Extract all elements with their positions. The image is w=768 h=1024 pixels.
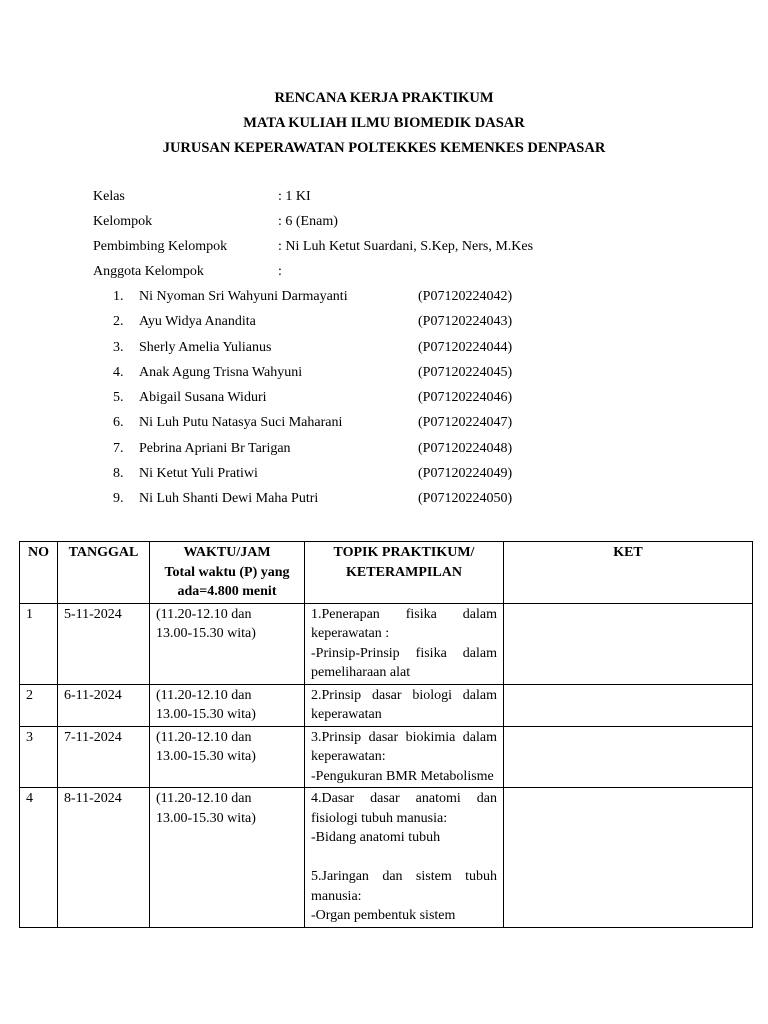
info-label: Pembimbing Kelompok bbox=[93, 239, 228, 254]
table-row bbox=[20, 788, 753, 928]
list-item bbox=[113, 337, 512, 362]
member-number: 3. bbox=[113, 339, 124, 355]
cell-text: 13.00-15.30 wita) bbox=[156, 810, 256, 826]
info-row-kelompok bbox=[93, 211, 533, 236]
group-info bbox=[93, 186, 533, 286]
cell-spacer bbox=[311, 848, 497, 868]
member-nim: (P07120224048) bbox=[418, 440, 513, 456]
list-item bbox=[113, 311, 512, 336]
cell-text: (11.20-12.10 dan bbox=[156, 606, 252, 622]
member-name: Pebrina Apriani Br Tarigan bbox=[139, 440, 291, 456]
member-nim: (P07120224042) bbox=[418, 289, 513, 304]
list-item bbox=[113, 463, 512, 488]
cell-text: -Prinsip-Prinsip fisika dalam pemeliharaan alat bbox=[311, 645, 497, 680]
info-value: : 6 (Enam) bbox=[278, 214, 338, 229]
member-number: 5. bbox=[113, 390, 124, 406]
info-row-anggota bbox=[93, 261, 533, 286]
table-row bbox=[20, 726, 753, 788]
cell-text: 13.00-15.30 wita) bbox=[156, 626, 256, 641]
member-nim: (P07120224046) bbox=[418, 390, 513, 406]
list-item bbox=[113, 362, 512, 387]
cell-waktu bbox=[150, 603, 305, 684]
member-number: 1. bbox=[113, 289, 124, 304]
member-name: Sherly Amelia Yulianus bbox=[139, 339, 272, 355]
column-header-waktu bbox=[150, 542, 305, 604]
cell-text: 5.Jaringan dan sistem tubuh manusia: bbox=[311, 869, 497, 904]
cell-text: 1.Penerapan fisika dalam keperawatan : bbox=[311, 606, 497, 641]
cell-waktu bbox=[150, 684, 305, 726]
document-title-block bbox=[0, 86, 768, 161]
member-number: 7. bbox=[113, 440, 124, 456]
info-row-pembimbing bbox=[93, 236, 533, 261]
cell-text: -Pengukuran BMR Metabolisme bbox=[311, 768, 494, 784]
member-name: Ayu Widya Anandita bbox=[139, 314, 256, 330]
list-item bbox=[113, 412, 512, 437]
member-nim: (P07120224045) bbox=[418, 364, 513, 380]
cell-waktu bbox=[150, 788, 305, 928]
member-nim: (P07120224049) bbox=[418, 466, 513, 482]
member-number: 8. bbox=[113, 466, 124, 482]
cell-ket bbox=[504, 788, 753, 928]
table-header-row bbox=[20, 542, 753, 604]
member-number: 9. bbox=[113, 491, 124, 507]
member-nim: (P07120224050) bbox=[418, 491, 513, 507]
member-nim: (P07120224047) bbox=[418, 415, 513, 431]
cell-text: (11.20-12.10 dan bbox=[156, 687, 252, 703]
column-header-tanggal: TANGGAL bbox=[58, 542, 150, 604]
member-name: Ni Nyoman Sri Wahyuni Darmayanti bbox=[139, 289, 348, 304]
cell-ket bbox=[504, 684, 753, 726]
header-text: KETERAMPILAN bbox=[346, 564, 462, 580]
member-name: Abigail Susana Widuri bbox=[139, 390, 267, 406]
table-row bbox=[20, 603, 753, 684]
info-row-kelas bbox=[93, 186, 533, 211]
cell-text: (11.20-12.10 dan bbox=[156, 791, 252, 806]
cell-tanggal: 7-11-2024 bbox=[58, 726, 150, 788]
table-row bbox=[20, 684, 753, 726]
header-text: Total waktu (P) yang bbox=[164, 564, 290, 580]
member-number: 2. bbox=[113, 314, 124, 330]
title-line-3: JURUSAN KEPERAWATAN POLTEKKES KEMENKES DENPASAR bbox=[162, 140, 606, 156]
info-label: Anggota Kelompok bbox=[93, 264, 204, 279]
info-value: : 1 KI bbox=[278, 189, 311, 204]
header-text: ada=4.800 menit bbox=[177, 584, 277, 599]
cell-no: 1 bbox=[20, 603, 58, 684]
info-label: Kelompok bbox=[93, 214, 153, 229]
cell-no: 4 bbox=[20, 788, 58, 928]
schedule-table bbox=[19, 541, 753, 928]
cell-text: -Bidang anatomi tubuh bbox=[311, 830, 441, 845]
cell-tanggal: 5-11-2024 bbox=[58, 603, 150, 684]
cell-text: 4.Dasar dasar anatomi dan fisiologi tubuh manusia: bbox=[311, 791, 497, 826]
cell-topik bbox=[305, 726, 504, 788]
member-name: Ni Luh Putu Natasya Suci Maharani bbox=[139, 415, 343, 431]
title-line-2: MATA KULIAH ILMU BIOMEDIK DASAR bbox=[243, 115, 525, 131]
list-item bbox=[113, 488, 512, 513]
member-list bbox=[113, 286, 512, 514]
cell-text: 3.Prinsip dasar biokimia dalam keperawatan: bbox=[311, 729, 497, 764]
cell-text: 13.00-15.30 wita) bbox=[156, 749, 256, 764]
cell-topik bbox=[305, 684, 504, 726]
header-text: WAKTU/JAM bbox=[183, 545, 271, 560]
cell-ket bbox=[504, 603, 753, 684]
list-item bbox=[113, 438, 512, 463]
cell-ket bbox=[504, 726, 753, 788]
cell-text: 13.00-15.30 wita) bbox=[156, 707, 256, 722]
cell-no: 2 bbox=[20, 684, 58, 726]
cell-text: -Organ pembentuk sistem bbox=[311, 908, 456, 923]
list-item bbox=[113, 286, 512, 311]
column-header-ket: KET bbox=[504, 542, 753, 604]
cell-tanggal: 6-11-2024 bbox=[58, 684, 150, 726]
column-header-no: NO bbox=[20, 542, 58, 604]
title-line-1: RENCANA KERJA PRAKTIKUM bbox=[274, 90, 494, 106]
member-nim: (P07120224043) bbox=[418, 314, 513, 330]
info-value: : Ni Luh Ketut Suardani, S.Kep, Ners, M.Kes bbox=[278, 239, 534, 254]
member-number: 6. bbox=[113, 415, 124, 431]
cell-topik bbox=[305, 788, 504, 928]
column-header-topik bbox=[305, 542, 504, 604]
cell-text: (11.20-12.10 dan bbox=[156, 729, 252, 745]
list-item bbox=[113, 387, 512, 412]
cell-waktu bbox=[150, 726, 305, 788]
cell-topik bbox=[305, 603, 504, 684]
member-number: 4. bbox=[113, 364, 124, 380]
member-name: Ni Luh Shanti Dewi Maha Putri bbox=[139, 491, 319, 507]
info-value: : bbox=[278, 264, 282, 279]
cell-no: 3 bbox=[20, 726, 58, 788]
member-name: Ni Ketut Yuli Pratiwi bbox=[139, 466, 258, 482]
info-label: Kelas bbox=[93, 189, 125, 204]
header-text: TOPIK PRAKTIKUM/ bbox=[333, 545, 475, 560]
member-nim: (P07120224044) bbox=[418, 339, 513, 355]
cell-text: 2.Prinsip dasar biologi dalam keperawatan bbox=[311, 687, 497, 722]
cell-tanggal: 8-11-2024 bbox=[58, 788, 150, 928]
member-name: Anak Agung Trisna Wahyuni bbox=[139, 364, 303, 380]
